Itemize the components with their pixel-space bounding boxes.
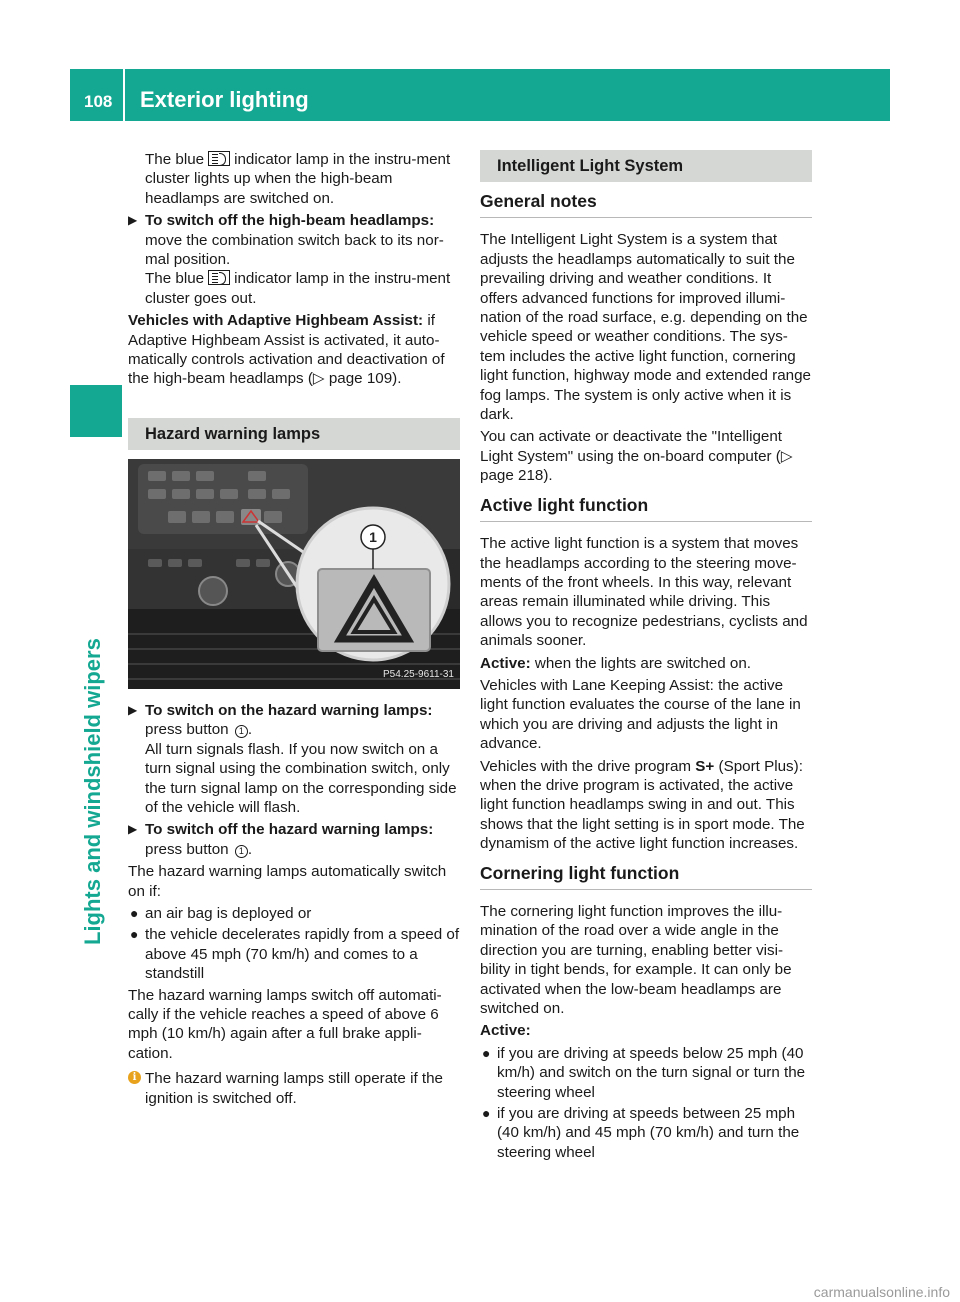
info-note: i The hazard warning lamps still operate if the ignition is switched off. [128, 1069, 460, 1108]
header-separator [123, 69, 125, 121]
page-title: Exterior lighting [140, 87, 309, 112]
step-switch-off-hazard: ▶ To switch off the hazard warning lamps: press button 1 . [128, 821, 434, 858]
left-column [128, 150, 460, 1108]
page-ref-link[interactable]: page 218). [480, 467, 553, 485]
bullet-icon: ● [130, 926, 139, 943]
hazard-button-photo [128, 459, 460, 689]
list-item: ● an air bag is deployed or [130, 904, 312, 922]
activate-ils-paragraph: You can activate or deactivate the "Intelligent Light System" using the on-board computer (▷ page 218). [480, 428, 793, 485]
page-ref-arrow-icon: ▷ [312, 370, 325, 388]
high-beam-icon [208, 151, 230, 166]
step-switch-off-high-beam: ▶ To switch off the high-beam headlamps: move the combination switch back to its nor-mal position. The blue indicator lamp in the instru-ment cluster goes out. [128, 212, 451, 307]
photo-code: P54.25-9611-31 [383, 669, 454, 681]
callout-ref-icon: 1 [235, 725, 248, 738]
auto-switch-off-paragraph: The hazard warning lamps switch off automati-cally if the vehicle reaches a speed of above 6 mph (10 km/h) again after a full brake appli-cation. [128, 986, 442, 1062]
cornering-paragraph: The cornering light function improves the illu-mination of the road over a wide angle in the direction you are turning, enabling better visi-bility in tight bends, for example. It can only be activated when the low-beam headlamps are switched on. [480, 903, 792, 1018]
arrow-right-icon: ▶ [128, 213, 138, 228]
bullet-icon: ● [482, 1105, 491, 1122]
heading-active-light: Active light function [480, 496, 812, 522]
section-header-hazard: Hazard warning lamps [128, 418, 460, 450]
high-beam-icon [208, 270, 230, 285]
active-light-paragraph: The active light function is a system that moves the headlamps according to the steering move-ments of the front wheels. In this way, relevant areas remain illuminated while driving. This allows you to recognize pedestrians, cyclists and animals sooner. [480, 535, 808, 650]
general-notes-paragraph: The Intelligent Light System is a system that adjusts the headlamps automatically to suit the prevailing driving and weather conditions. It offers advanced functions for improved illumi-nation of the road surface, e.g. depending on the vehicle speed or weather conditions. The sys-tem includes the active light function, cornering light function, highway mode and extended range fog lamps. The system is only active when it is dark. [480, 231, 811, 424]
watermark: carmanualsonline.info [813, 1284, 950, 1300]
bullet-icon: ● [130, 904, 139, 921]
bullet-icon: ● [482, 1044, 491, 1061]
lane-keeping-paragraph: Vehicles with Lane Keeping Assist: the active light function evaluates the course of the lane in which you are driving and adjusts the light in advance. [480, 676, 801, 753]
page-ref-arrow-icon: ▷ [780, 447, 793, 465]
side-label: Lights and windshield wipers [80, 638, 105, 945]
callout-ref-icon: 1 [235, 845, 248, 858]
list-item: ● if you are driving at speeds below 25 mph (40 km/h) and switch on the turn signal or turn the steering wheel [482, 1044, 806, 1101]
page-ref-link[interactable]: page 109). [328, 370, 402, 388]
right-column [480, 150, 812, 1164]
heading-cornering-light: Cornering light function [480, 864, 812, 890]
arrow-right-icon: ▶ [128, 702, 138, 717]
side-tab [70, 385, 122, 437]
page-number: 108 [84, 92, 113, 111]
list-item: ● if you are driving at speeds between 25 mph (40 km/h) and 45 mph (70 km/h) and turn the steering wheel [482, 1105, 800, 1161]
section-header-ils: Intelligent Light System [480, 150, 812, 182]
list-item: ● the vehicle decelerates rapidly from a speed of above 45 mph (70 km/h) and comes to a standstill [130, 926, 460, 983]
sport-plus-paragraph: Vehicles with the drive program S+ (Sport Plus): when the drive program is activated, the active light function headlamps swing in and out. This shows that the light setting is in sport mode. The dynamism of the active light function increases. [480, 757, 805, 853]
adaptive-highbeam-paragraph: Vehicles with Adaptive Highbeam Assist: if Adaptive Highbeam Assist is activated, it auto-matically controls activation and deactivation of the high-beam headlamps (▷ page 109). [128, 312, 445, 388]
step-switch-on-hazard: ▶ To switch on the hazard warning lamps: press button 1 . All turn signals flash. If you now switch on a turn signal using the combination switch, only the turn signal lamp on the corresponding side of the vehicle will flash. [128, 701, 457, 816]
arrow-right-icon: ▶ [128, 822, 138, 837]
callout-number: 1 [369, 528, 377, 545]
cornering-active-label: Active: [480, 1022, 531, 1040]
hb-intro-paragraph: The blue indicator lamp in the instru-ment cluster lights up when the high-beam headlamps are switched on. [145, 151, 451, 207]
info-icon: i [128, 1071, 141, 1084]
active-when-paragraph: Active: when the lights are switched on. [480, 654, 752, 672]
heading-general-notes: General notes [480, 192, 812, 218]
dashboard-illustration [128, 459, 460, 689]
auto-switch-intro: The hazard warning lamps automatically switch on if: [128, 863, 447, 900]
